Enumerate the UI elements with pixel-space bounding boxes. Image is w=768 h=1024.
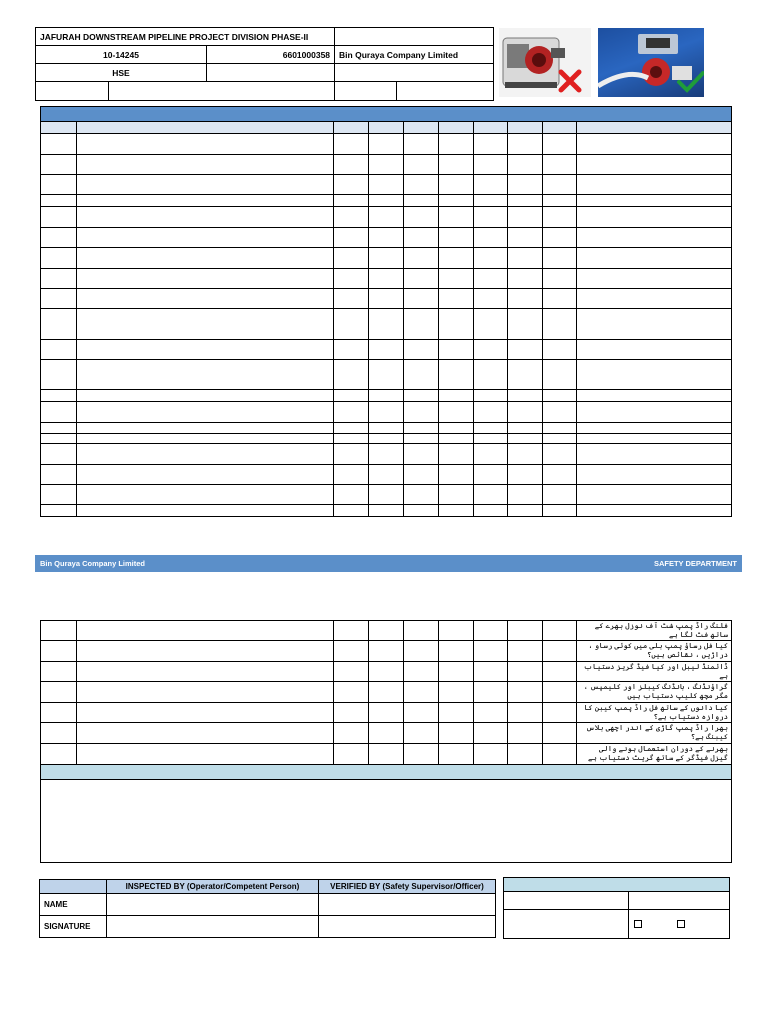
table-row (41, 390, 732, 402)
table-row (41, 723, 732, 744)
status-cell (504, 892, 629, 910)
column-header (508, 122, 543, 134)
column-header (369, 122, 404, 134)
signature-label: SIGNATURE (40, 916, 107, 938)
status-table (503, 877, 730, 939)
inspector-signature-field[interactable] (107, 916, 319, 938)
inspection-checklist-table-continued (40, 620, 732, 863)
table-row (41, 269, 732, 289)
column-header (474, 122, 508, 134)
verifier-signature-field[interactable] (319, 916, 496, 938)
inspected-by-header: INSPECTED BY (Operator/Competent Person) (107, 880, 319, 894)
verified-by-header: VERIFIED BY (Safety Supervisor/Officer) (319, 880, 496, 894)
status-cell (504, 910, 629, 939)
table-row (41, 444, 732, 465)
remarks-field[interactable] (41, 780, 732, 863)
page-footer-band (35, 555, 742, 572)
incorrect-pump-photo (499, 28, 591, 97)
footer-company: Bin Quraya Company Limited (40, 559, 146, 568)
checklist-item-urdu: فلنگ راڈ پمپ شٹ آف نوزل بھرے کے ساتھ فٹ لگا ہے (577, 621, 732, 641)
footer-department: SAFETY DEPARTMENT (653, 559, 737, 568)
checklist-item-urdu: گراؤنڈنگ ، بانڈنگ کیبلز اور کلیمپس ، مگر مچھ کلیپ دستیاب ہیں (577, 682, 732, 703)
header-cell-empty (335, 64, 494, 82)
project-title: JAFURAH DOWNSTREAM PIPELINE PROJECT DIVISION PHASE-II (36, 28, 335, 46)
table-row (41, 340, 732, 360)
header-cell-empty (397, 82, 494, 101)
company-name: Bin Quraya Company Limited (335, 46, 494, 64)
header-cell-empty (335, 28, 494, 46)
table-row (41, 155, 732, 175)
column-header (77, 122, 334, 134)
checklist-item-urdu: بھرا راڈ پمپ گاڑی کے اندر اچھی بلاس کیبنگ ہے؟ (577, 723, 732, 744)
checkmark-icon (676, 69, 704, 95)
checklist-item-urdu: ڈائمنڈ لیبل اور کیا فیڈ گریز دستیاب ہے (577, 662, 732, 682)
header-cell-empty (109, 82, 335, 101)
column-header (41, 122, 77, 134)
document-header (35, 27, 494, 101)
column-header (334, 122, 369, 134)
table-row (41, 703, 732, 723)
inspector-name-field[interactable] (107, 894, 319, 916)
table-row (41, 485, 732, 505)
section-header-bar (41, 107, 732, 122)
table-row (41, 207, 732, 228)
correct-pump-photo (598, 28, 704, 97)
signature-header-empty (40, 880, 107, 894)
table-row (41, 423, 732, 434)
table-row (41, 309, 732, 340)
header-cell-empty (335, 82, 397, 101)
table-row (41, 248, 732, 269)
doc-number: 10-14245 (36, 46, 207, 64)
table-row (41, 360, 732, 390)
column-header (439, 122, 474, 134)
verifier-name-field[interactable] (319, 894, 496, 916)
department: HSE (36, 64, 207, 82)
table-row (41, 621, 732, 641)
table-row (41, 434, 732, 444)
inspection-checklist-table (40, 106, 732, 517)
table-row (41, 402, 732, 423)
cross-icon (557, 68, 583, 94)
table-row (41, 228, 732, 248)
checklist-item-urdu: کیا دانوں کے ساتھ فل راڈ پمپ کیبن کا دروازہ دستیاب ہے؟ (577, 703, 732, 723)
checkbox-option-2[interactable] (677, 920, 685, 928)
table-row (41, 744, 732, 765)
column-header (543, 122, 577, 134)
column-header (404, 122, 439, 134)
table-row (41, 505, 732, 517)
table-row (41, 195, 732, 207)
header-cell-empty (207, 64, 335, 82)
table-row (41, 641, 732, 662)
table-row (41, 662, 732, 682)
checklist-item-urdu: بھرنے کے دوران استعمال ہونے والی گیزل فیڈگر کے ساتھ گریٹ دستیاب ہے (577, 744, 732, 765)
name-label: NAME (40, 894, 107, 916)
status-checkbox-cell (629, 910, 730, 939)
table-row (41, 289, 732, 309)
status-header-bar (504, 878, 730, 892)
status-cell (629, 892, 730, 910)
remarks-header-bar (41, 765, 732, 780)
checklist-item-urdu: کیا فل رساؤ پمپ بلی میں کوئی رساو ، دراڑیں ، نقائص ہیں؟ (577, 641, 732, 662)
contract-number: 6601000358 (207, 46, 335, 64)
table-row (41, 134, 732, 155)
checkbox-option-1[interactable] (634, 920, 642, 928)
signature-table (39, 879, 496, 938)
header-cell-empty (36, 82, 109, 101)
table-row (41, 465, 732, 485)
column-header (577, 122, 732, 134)
table-row (41, 682, 732, 703)
table-row (41, 175, 732, 195)
